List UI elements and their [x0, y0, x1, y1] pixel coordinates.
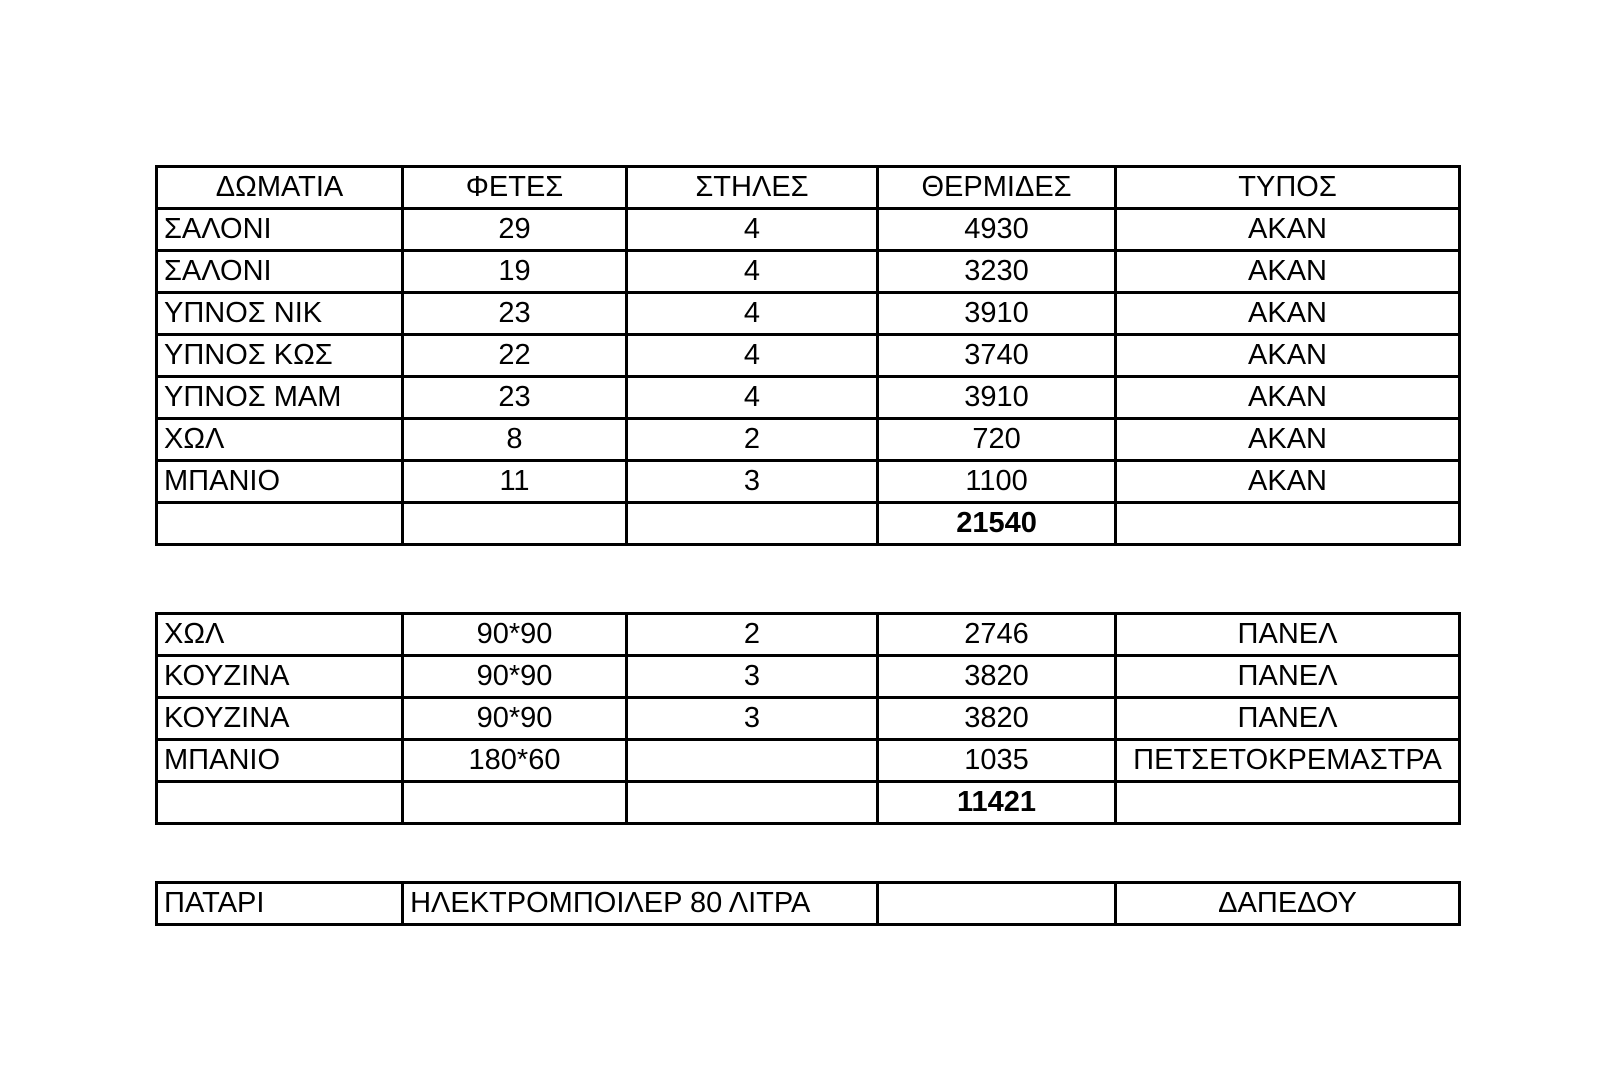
- column-header: ΦΕΤΕΣ: [403, 167, 627, 209]
- type-cell: ΑΚΑΝ: [1116, 209, 1460, 251]
- table-row: [157, 461, 1460, 503]
- empty-cell: [157, 782, 403, 824]
- thermides-cell: 2746: [878, 614, 1116, 656]
- room-cell: ΥΠΝΟΣ ΚΩΣ: [157, 335, 403, 377]
- empty-cell: [403, 782, 627, 824]
- table-row: [157, 740, 1460, 782]
- attic-table-body: [157, 883, 1460, 925]
- panel-table: [155, 612, 1461, 825]
- slices-cell: 90*90: [403, 698, 627, 740]
- table-row: [157, 883, 1460, 925]
- table-row: [157, 656, 1460, 698]
- slices-cell: 29: [403, 209, 627, 251]
- empty-cell: [626, 503, 877, 545]
- thermides-cell: 720: [878, 419, 1116, 461]
- table-row: [157, 251, 1460, 293]
- total-thermides-cell: 21540: [878, 503, 1116, 545]
- thermides-cell: 3820: [878, 656, 1116, 698]
- table-row: [157, 377, 1460, 419]
- type-cell: ΑΚΑΝ: [1116, 377, 1460, 419]
- room-cell: ΣΑΛΟΝΙ: [157, 251, 403, 293]
- thermides-cell: 3910: [878, 377, 1116, 419]
- attic-table: [155, 881, 1461, 926]
- table-row: [157, 209, 1460, 251]
- type-cell: ΠΑΝΕΛ: [1116, 614, 1460, 656]
- thermides-cell: 3740: [878, 335, 1116, 377]
- room-cell: ΧΩΛ: [157, 614, 403, 656]
- slices-cell: 22: [403, 335, 627, 377]
- room-cell: ΠΑΤΑΡΙ: [157, 883, 403, 925]
- columns-cell: 4: [626, 209, 877, 251]
- room-cell: ΚΟΥΖΙΝΑ: [157, 656, 403, 698]
- empty-cell: [1116, 782, 1460, 824]
- table-row: [157, 419, 1460, 461]
- table-row: [157, 293, 1460, 335]
- thermides-cell: 3820: [878, 698, 1116, 740]
- slices-cell: 180*60: [403, 740, 627, 782]
- thermides-cell: 1035: [878, 740, 1116, 782]
- slices-cell: 90*90: [403, 614, 627, 656]
- type-cell: ΑΚΑΝ: [1116, 293, 1460, 335]
- columns-cell: 3: [626, 461, 877, 503]
- empty-cell: [626, 782, 877, 824]
- thermides-cell: 3230: [878, 251, 1116, 293]
- radiator-table-body: [157, 167, 1460, 545]
- table-row: [157, 614, 1460, 656]
- description-cell: ΗΛΕΚΤΡΟΜΠΟΙΛΕΡ 80 ΛΙΤΡΑ: [403, 883, 878, 925]
- slices-cell: 8: [403, 419, 627, 461]
- empty-cell: [157, 503, 403, 545]
- room-cell: ΥΠΝΟΣ ΜΑΜ: [157, 377, 403, 419]
- empty-cell: [1116, 503, 1460, 545]
- columns-cell: 3: [626, 656, 877, 698]
- total-row: [157, 782, 1460, 824]
- total-row: [157, 503, 1460, 545]
- room-cell: ΚΟΥΖΙΝΑ: [157, 698, 403, 740]
- room-cell: ΜΠΑΝΙΟ: [157, 461, 403, 503]
- thermides-cell: [878, 883, 1116, 925]
- column-header: ΘΕΡΜΙΔΕΣ: [878, 167, 1116, 209]
- columns-cell: 4: [626, 335, 877, 377]
- empty-cell: [403, 503, 627, 545]
- columns-cell: 3: [626, 698, 877, 740]
- type-cell: ΑΚΑΝ: [1116, 251, 1460, 293]
- room-cell: ΜΠΑΝΙΟ: [157, 740, 403, 782]
- panel-table-body: [157, 614, 1460, 824]
- radiator-table: [155, 165, 1461, 546]
- slices-cell: 19: [403, 251, 627, 293]
- type-cell: ΑΚΑΝ: [1116, 461, 1460, 503]
- slices-cell: 11: [403, 461, 627, 503]
- column-header: ΔΩΜΑΤΙΑ: [157, 167, 403, 209]
- column-header: ΣΤΗΛΕΣ: [626, 167, 877, 209]
- type-cell: ΠΕΤΣΕΤΟΚΡΕΜΑΣΤΡΑ: [1116, 740, 1460, 782]
- thermides-cell: 3910: [878, 293, 1116, 335]
- type-cell: ΑΚΑΝ: [1116, 335, 1460, 377]
- columns-cell: 4: [626, 251, 877, 293]
- column-header: ΤΥΠΟΣ: [1116, 167, 1460, 209]
- total-thermides-cell: 11421: [878, 782, 1116, 824]
- header-row: [157, 167, 1460, 209]
- slices-cell: 90*90: [403, 656, 627, 698]
- table-row: [157, 335, 1460, 377]
- slices-cell: 23: [403, 293, 627, 335]
- columns-cell: [626, 740, 877, 782]
- thermides-cell: 1100: [878, 461, 1116, 503]
- type-cell: ΑΚΑΝ: [1116, 419, 1460, 461]
- type-cell: ΔΑΠΕΔΟΥ: [1116, 883, 1460, 925]
- columns-cell: 4: [626, 293, 877, 335]
- type-cell: ΠΑΝΕΛ: [1116, 698, 1460, 740]
- room-cell: ΥΠΝΟΣ ΝΙΚ: [157, 293, 403, 335]
- room-cell: ΣΑΛΟΝΙ: [157, 209, 403, 251]
- room-cell: ΧΩΛ: [157, 419, 403, 461]
- slices-cell: 23: [403, 377, 627, 419]
- table-row: [157, 698, 1460, 740]
- columns-cell: 2: [626, 419, 877, 461]
- columns-cell: 2: [626, 614, 877, 656]
- columns-cell: 4: [626, 377, 877, 419]
- type-cell: ΠΑΝΕΛ: [1116, 656, 1460, 698]
- thermides-cell: 4930: [878, 209, 1116, 251]
